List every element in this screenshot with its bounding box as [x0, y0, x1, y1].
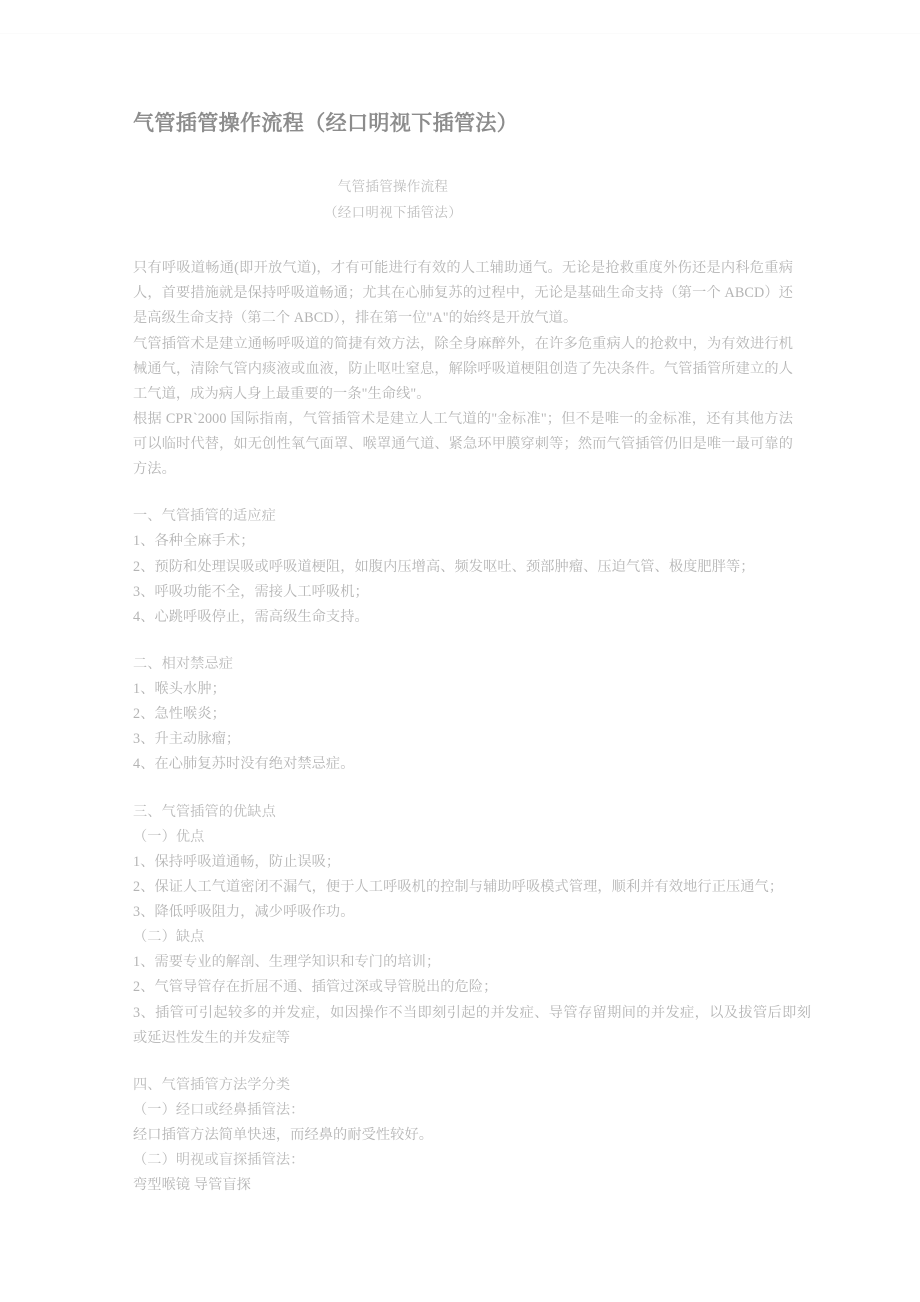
subtitle-block [133, 174, 793, 227]
section-heading: 二、相对禁忌症 [133, 655, 234, 672]
spacer [133, 630, 793, 652]
section-indications [133, 504, 793, 630]
list-item: 1、喉头水肿； [133, 681, 226, 697]
subsection-label: （二）缺点 [133, 929, 205, 946]
list-item: 2、保证人工气道密闭不漏气，便于人工呼吸机的控制与辅助呼吸模式管理，顺利并有效地行正压通气； [133, 878, 784, 895]
list-item: 3、升主动脉瘤； [133, 731, 241, 748]
subsection-label: （一）优点 [133, 828, 205, 845]
document-content [133, 108, 811, 1198]
list-item: 3、呼吸功能不全，需接人工呼吸机； [133, 583, 369, 600]
page-title: 气管插管操作流程（经口明视下插管法） [133, 111, 519, 135]
subtitle-line-2: （经口明视下插管法） [324, 204, 462, 220]
list-item: 4、心跳呼吸停止，需高级生命支持。 [133, 608, 369, 625]
list-item: 2、气管导管存在折屈不通、插管过深或导管脱出的危险； [133, 979, 498, 996]
list-item: 经口插管方法简单快速，而经鼻的耐受性较好。 [133, 1127, 434, 1143]
subtitle-line-1: 气管插管操作流程 [337, 178, 449, 194]
intro-paragraph-3: 根据 CPR`2000 国际指南，气管插管术是建立人工气道的"金标准"；但不是唯一的金标准，还有其他方法可以临时代替，如无创性氧气面罩、喉罩通气道、紧急环甲膜穿刺等；然而气管插管仍旧是唯一最可靠的方法。 [133, 410, 793, 478]
list-item: 2、急性喉炎； [133, 706, 226, 723]
list-item: 2、预防和处理误吸或呼吸道梗阻，如腹内压增高、频发呕吐、颈部肿瘤、压迫气管、极度肥胖等； [133, 558, 755, 575]
subsection-label: （二）明视或盲探插管法： [133, 1152, 305, 1169]
header-divider [0, 33, 920, 34]
section-heading: 四、气管插管方法学分类 [133, 1076, 291, 1093]
section-heading: 一、气管插管的适应症 [133, 508, 276, 525]
list-item: 1、需要专业的解剖、生理学知识和专门的培训； [133, 954, 441, 971]
section-methods [133, 1073, 793, 1199]
list-item: 弯型喉镜 导管盲探 [133, 1177, 251, 1194]
intro-paragraph-2: 气管插管术是建立通畅呼吸道的简捷有效方法，除全身麻醉外，在许多危重病人的抢救中，为有效进行机械通气，清除气管内痰液或血液，防止呕吐窒息，解除呼吸道梗阻创造了先决条件。气管插管所建立的人工气道，成为病人身上最重要的一条"生命线"。 [133, 335, 793, 402]
spacer [133, 1051, 793, 1073]
spacer [133, 482, 793, 504]
intro-paragraph-1: 只有呼吸道畅通(即开放气道)，才有可能进行有效的人工辅助通气。无论是抢救重度外伤还是内科危重病人，首要措施就是保持呼吸道畅通；尤其在心肺复苏的过程中，无论是基础生命支持（第一个 ABCD）还是高级生命支持（第二个 ABCD），排在第一位"A"的始终是开放气道。 [133, 260, 793, 327]
list-item: 3、降低呼吸阻力，减少呼吸作功。 [133, 904, 355, 920]
list-item: 1、各种全麻手术； [133, 533, 255, 550]
list-item: 4、在心肺复苏时没有绝对禁忌症。 [133, 756, 355, 773]
list-item: 3、插管可引起较多的并发症，如因操作不当即刻引起的并发症、导管存留期间的并发症，以及拔管后即刻或延迟性发生的并发症等 [133, 1004, 811, 1046]
section-pros-cons [133, 800, 811, 1051]
spacer [133, 778, 793, 800]
section-contraindications [133, 652, 793, 778]
subsection-label: （一）经口或经鼻插管法： [133, 1101, 305, 1118]
section-heading: 三、气管插管的优缺点 [133, 803, 276, 820]
list-item: 1、保持呼吸道通畅，防止误吸； [133, 853, 341, 870]
